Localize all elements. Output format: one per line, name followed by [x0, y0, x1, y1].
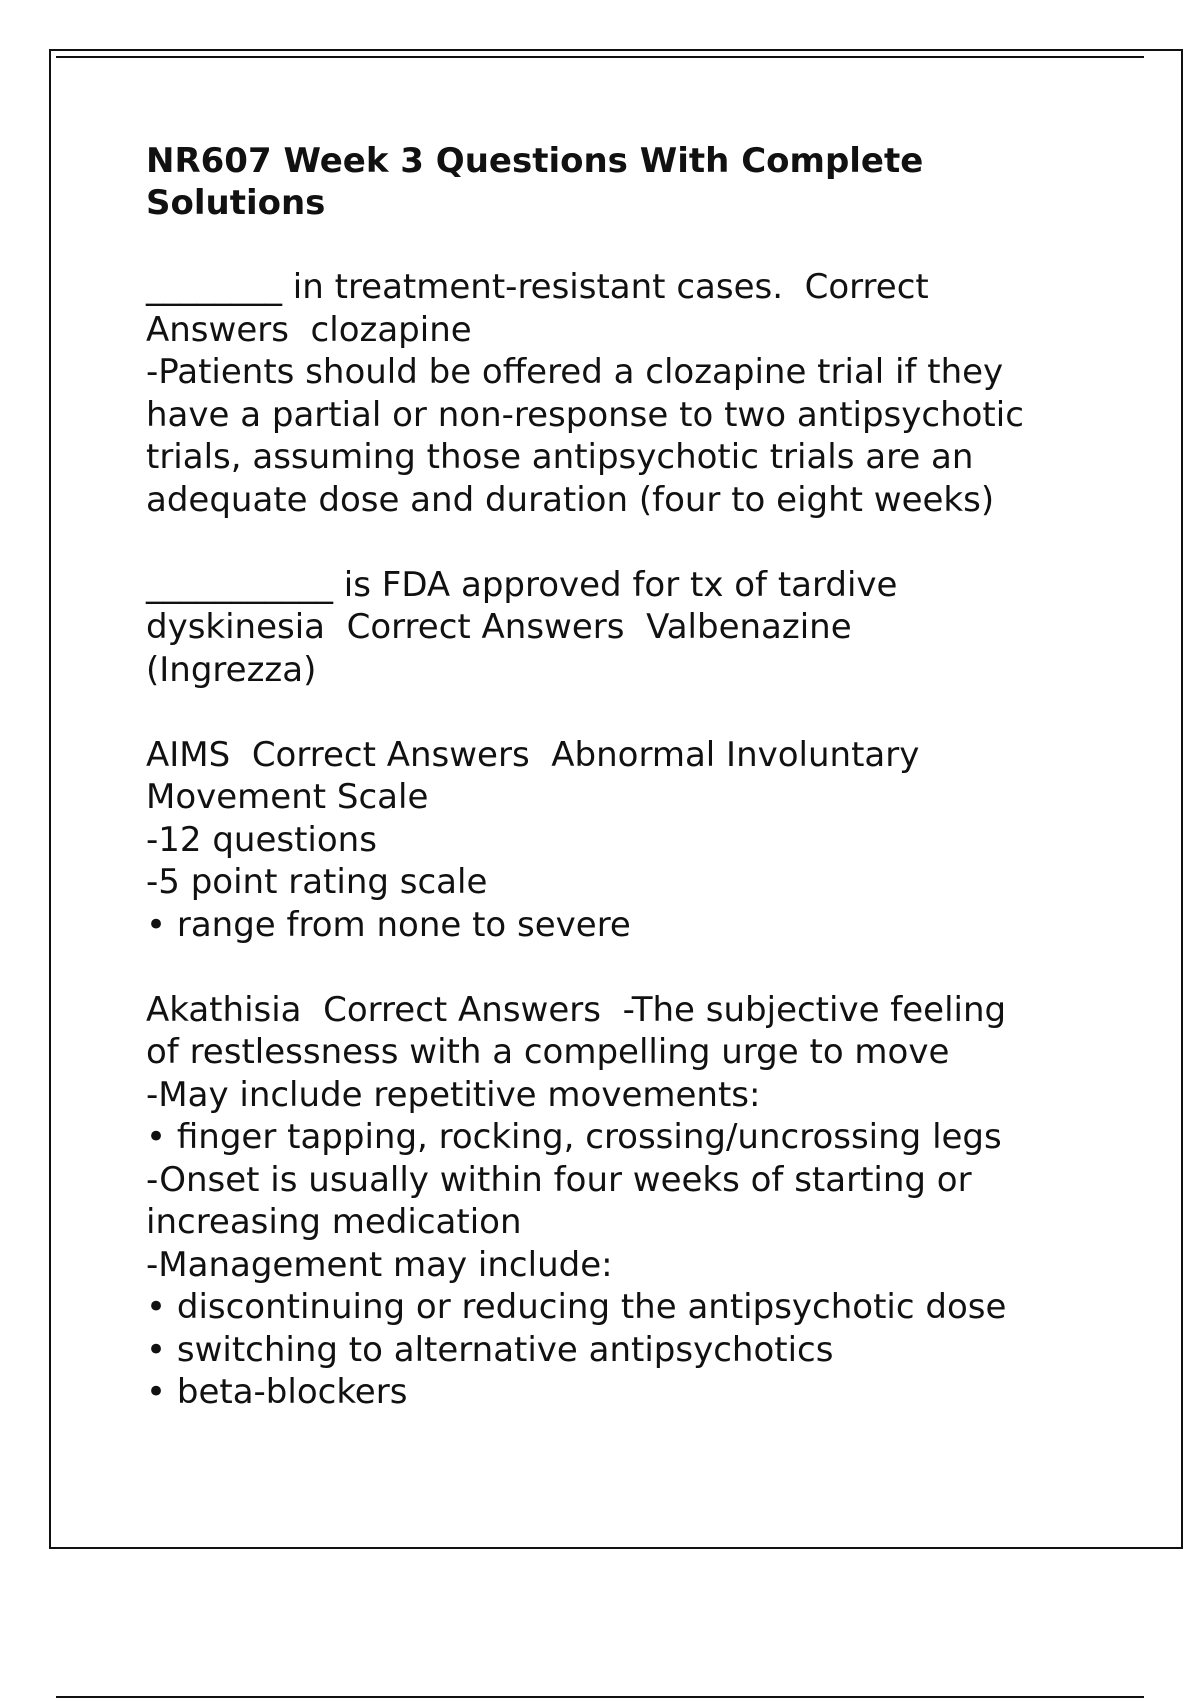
entry-line: Answers clozapine [146, 309, 472, 350]
top-rule [56, 56, 1144, 58]
entry-line: -Management may include: [146, 1244, 613, 1285]
entry-line: trials, assuming those antipsychotic trials are an [146, 437, 974, 477]
entry-line: adequate dose and duration (four to eight weeks) [146, 479, 995, 520]
title-line: NR607 Week 3 Questions With Complete [146, 141, 924, 181]
document-title [146, 140, 1106, 224]
qa-entry-valbenazine [146, 564, 1106, 692]
document-content [146, 140, 1106, 1456]
entry-line: Movement Scale [146, 777, 429, 817]
entry-line: • switching to alternative antipsychotics [146, 1329, 834, 1370]
entry-line: AIMS Correct Answers Abnormal Involuntary [146, 734, 920, 775]
entry-line: dyskinesia Correct Answers Valbenazine [146, 607, 852, 647]
entry-line: • range from none to severe [146, 904, 631, 945]
bottom-rule [56, 1696, 1144, 1698]
title-line: Solutions [146, 183, 326, 223]
entry-line: • beta-blockers [146, 1372, 408, 1412]
entry-line: of restlessness with a compelling urge to move [146, 1032, 950, 1072]
qa-entry-clozapine [146, 266, 1106, 521]
entry-line: -Onset is usually within four weeks of starting or [146, 1159, 972, 1200]
entry-line: -5 point rating scale [146, 862, 488, 902]
entry-line: (Ingrezza) [146, 649, 317, 690]
entry-line: -12 questions [146, 819, 377, 860]
entry-line: ________ in treatment-resistant cases. Correct [146, 267, 929, 307]
entry-line: have a partial or non-response to two antipsychotic [146, 394, 1024, 435]
qa-entry-akathisia [146, 989, 1106, 1414]
entry-line: • discontinuing or reducing the antipsychotic dose [146, 1287, 1007, 1327]
entry-line: increasing medication [146, 1202, 522, 1242]
qa-entry-aims [146, 734, 1106, 947]
entry-line: Akathisia Correct Answers -The subjective feeling [146, 989, 1007, 1030]
entry-line: • finger tapping, rocking, crossing/uncrossing legs [146, 1117, 1002, 1157]
entry-line: -May include repetitive movements: [146, 1074, 761, 1115]
entry-line: ___________ is FDA approved for tx of tardive [146, 564, 898, 605]
entry-line: -Patients should be offered a clozapine trial if they [146, 352, 1004, 392]
